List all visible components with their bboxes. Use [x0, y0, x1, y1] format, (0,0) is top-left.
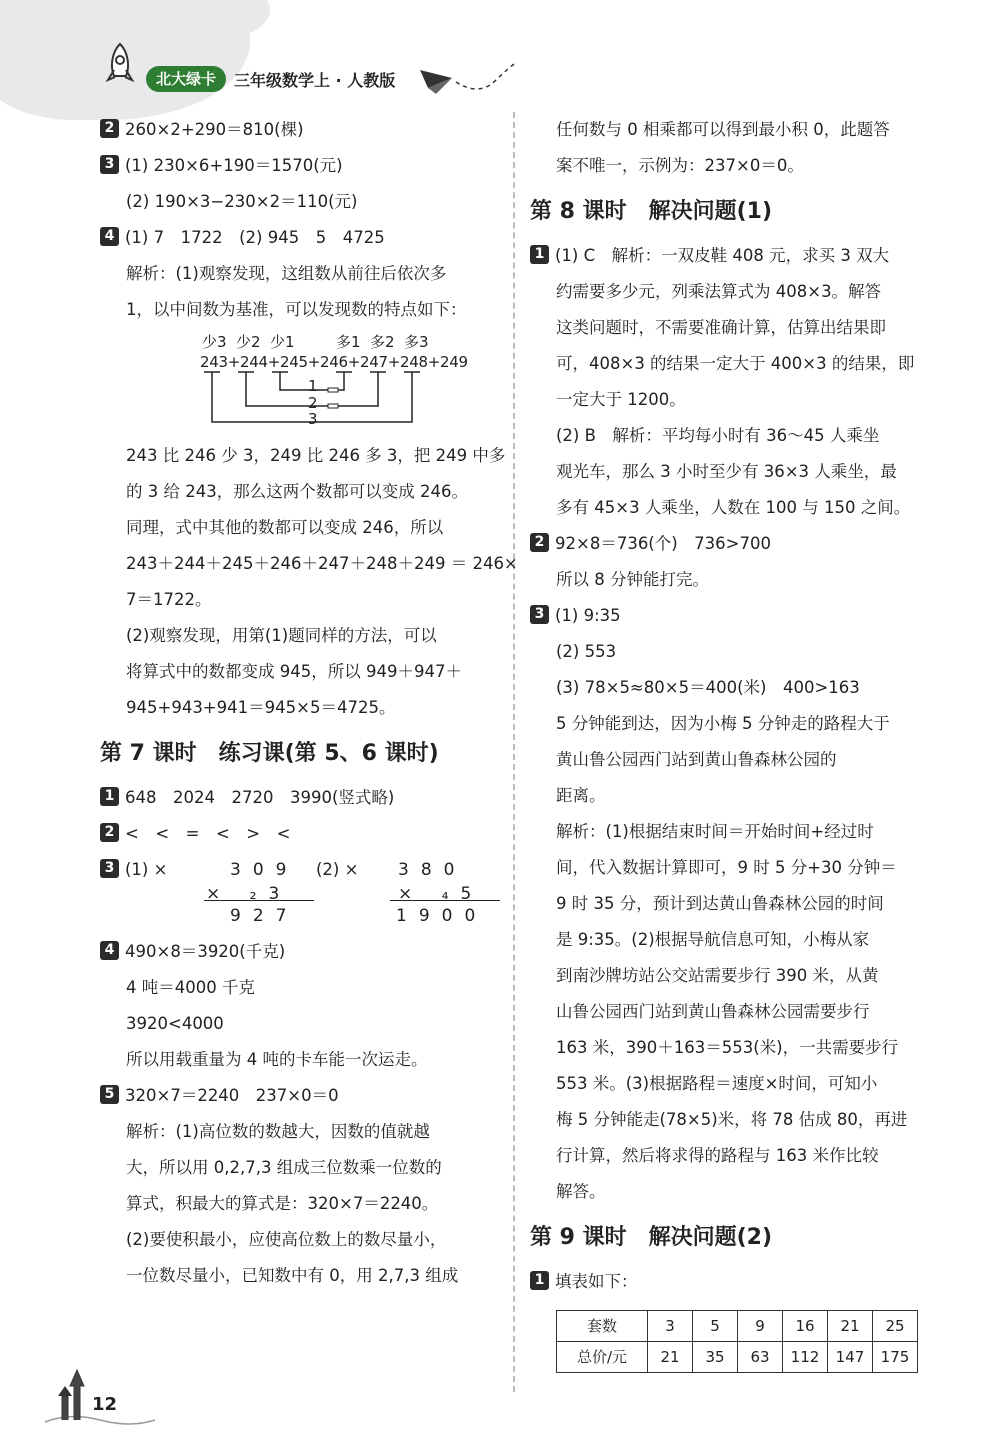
analysis-text: 5 分钟能到达，因为小梅 5 分钟走的路程大于 — [556, 714, 890, 733]
answer-text: (1) C 解析：一双皮鞋 408 元，求买 3 双大 — [555, 246, 890, 265]
l7-answer-2 — [100, 816, 500, 852]
table-header-cell: 总价/元 — [557, 1342, 648, 1373]
diagram-number: 2 — [308, 394, 318, 412]
answer-text: 260×2+290＝810(棵) — [125, 120, 304, 139]
l9-answer-1 — [530, 1264, 930, 1300]
analysis-text: 约需要多少元，列乘法算式为 408×3。解答 — [556, 282, 882, 301]
question-number: 3 — [100, 155, 119, 174]
diagram-label: 少2 — [236, 333, 261, 351]
answer-text: (1) 7 1722 (2) 945 5 4725 — [125, 228, 385, 247]
l8-answer-2 — [530, 526, 930, 562]
lesson-7-heading: 第 7 课时 练习课(第 5、6 课时) — [100, 741, 439, 766]
analysis-text: 到南沙牌坊站公交站需要步行 390 米，从黄 — [556, 966, 879, 985]
analysis-text: 算式，积最大的算式是：320×7＝2240。 — [126, 1194, 439, 1213]
l7-answer-4 — [100, 934, 500, 970]
right-column — [530, 112, 930, 1373]
diagram-brackets — [200, 328, 460, 438]
table-cell: 3 — [648, 1311, 693, 1342]
analysis-text: (2) B 解析：平均每小时有 36～45 人乘坐 — [556, 426, 880, 445]
table-cell: 16 — [783, 1311, 828, 1342]
analysis-text: 1，以中间数为基准，可以发现数的特点如下： — [126, 300, 467, 319]
vertical-multiplication-2 — [390, 852, 510, 932]
analysis-text: 多有 45×3 人乘坐，人数在 100 与 150 之间。 — [556, 498, 911, 517]
diagram-number: 3 — [308, 410, 318, 428]
l8-answer-1 — [530, 238, 930, 274]
answer-text: (1) 230×6+190＝1570(元) — [125, 156, 343, 175]
analysis-text: 945+943+941＝945×5＝4725。 — [126, 698, 396, 717]
analysis-text: 任何数与 0 相乘都可以得到最小积 0，此题答 — [556, 120, 890, 139]
analysis-text: 大，所以用 0,2,7,3 组成三位数乘一位数的 — [126, 1158, 442, 1177]
analysis-text: 案不唯一，示例为：237×0＝0。 — [556, 156, 804, 175]
question-number: 2 — [530, 533, 549, 552]
analysis-text: 243 比 246 少 3，249 比 246 多 3，把 249 中多 — [126, 446, 506, 465]
question-number: 3 — [530, 605, 549, 624]
analysis-text: 553 米。(3)根据路程＝速度×时间，可知小 — [556, 1074, 878, 1093]
l7-answer-1 — [100, 780, 500, 816]
lesson-8-heading: 第 8 课时 解决问题(1) — [530, 199, 773, 224]
answer-text: 4 吨＝4000 千克 — [126, 978, 255, 997]
analysis-text: (2)观察发现，用第(1)题同样的方法，可以 — [126, 626, 437, 645]
question-number: 1 — [100, 787, 119, 806]
table-cell: 21 — [828, 1311, 873, 1342]
analysis-text: 243＋244＋245＋246＋247＋248＋249 ＝ 246× — [126, 554, 518, 573]
diagram-label: 多1 — [336, 333, 361, 351]
product: 927 — [230, 906, 299, 926]
rocket-icon — [100, 40, 140, 90]
analysis-text: 解析：(1)高位数的数越大，因数的值就越 — [126, 1122, 430, 1141]
product: 1900 — [396, 906, 488, 926]
answer-4 — [100, 220, 500, 256]
analysis-paragraph-2 — [100, 618, 500, 726]
analysis-text: 一定大于 1200。 — [556, 390, 686, 409]
answer-text: 490×8＝3920(千克) — [125, 942, 286, 961]
analysis-text: 梅 5 分钟能走(78×5)米，将 78 估成 80，再进 — [556, 1110, 908, 1129]
answer-text: 320×7＝2240 237×0＝0 — [125, 1086, 339, 1105]
diagram-label: 多3 — [404, 333, 429, 351]
l7-answer-3 — [100, 852, 500, 934]
answer-text: (2) 190×3−230×2＝110(元) — [126, 192, 358, 211]
vertical-multiplication-1 — [204, 852, 324, 932]
lesson-9-heading: 第 9 课时 解决问题(2) — [530, 1225, 773, 1250]
answer-text: (1) × — [125, 860, 168, 879]
table-cell: 25 — [873, 1311, 918, 1342]
brand-badge: 北大绿卡 — [146, 66, 226, 92]
table-cell: 35 — [693, 1342, 738, 1373]
multiplier: × ₄5 — [398, 884, 484, 904]
diagram-label: 多2 — [370, 333, 395, 351]
analysis-text: 的 3 给 243，那么这两个数都可以变成 246。 — [126, 482, 468, 501]
analysis-text: 是 9:35。(2)根据导航信息可知，小梅从家 — [556, 930, 870, 949]
table-header-cell: 套数 — [557, 1311, 648, 1342]
table-cell: 21 — [648, 1342, 693, 1373]
answer-text: (3) 78×5≈80×5＝400(米) 400>163 — [556, 678, 860, 697]
question-number: 3 — [100, 859, 119, 878]
question-number: 2 — [100, 823, 119, 842]
number-diagram — [200, 328, 468, 438]
analysis-text: 黄山鲁公园西门站到黄山鲁森林公园的 — [556, 750, 837, 769]
analysis-text: 观光车，那么 3 小时至少有 36×3 人乘坐，最 — [556, 462, 897, 481]
question-number: 5 — [100, 1085, 119, 1104]
analysis-text: 一位数尽量小，已知数中有 0，用 2,7,3 组成 — [126, 1266, 459, 1285]
answer-3 — [100, 148, 500, 184]
page-header — [0, 0, 1000, 110]
analysis-text: 解析：(1)观察发现，这组数从前往后依次多 — [126, 264, 447, 283]
analysis-text: 山鲁公园西门站到黄山鲁森林公园需要步行 — [556, 1002, 870, 1021]
answer-text: 648 2024 2720 3990(竖式略) — [125, 788, 395, 807]
analysis-text: 同理，式中其他的数都可以变成 246，所以 — [126, 518, 444, 537]
multiplicand: 309 — [230, 860, 299, 880]
table-cell: 5 — [693, 1311, 738, 1342]
answer-text: 所以 8 分钟能打完。 — [556, 570, 709, 589]
left-column — [100, 112, 518, 1294]
analysis-text: (2)要使积最小，应使高位数上的数尽量小， — [126, 1230, 447, 1249]
table-cell: 9 — [738, 1311, 783, 1342]
multiplicand: 380 — [398, 860, 467, 880]
answer-text: 3920<4000 — [126, 1014, 224, 1033]
column-divider — [513, 112, 515, 1392]
table-row — [557, 1342, 918, 1373]
analysis-text: 距离。 — [556, 786, 606, 805]
diagram-label: 少1 — [270, 333, 295, 351]
answer-text: 所以用载重量为 4 吨的卡车能一次运走。 — [126, 1050, 428, 1069]
analysis-text: 9 时 35 分，预计到达黄山鲁森林公园的时间 — [556, 894, 884, 913]
table-cell: 112 — [783, 1342, 828, 1373]
answer-text: < < = < > < — [125, 824, 291, 843]
l7-answer-5 — [100, 1078, 500, 1114]
analysis-paragraph-1 — [100, 438, 518, 618]
question-number: 1 — [530, 245, 549, 264]
analysis-text: 7＝1722。 — [126, 590, 212, 609]
analysis-text: 可，408×3 的结果一定大于 400×3 的结果，即 — [556, 354, 915, 373]
question-number: 4 — [100, 941, 119, 960]
page-number: 12 — [92, 1394, 118, 1415]
answer-2 — [100, 112, 500, 148]
table-cell: 147 — [828, 1342, 873, 1373]
question-number: 1 — [530, 1271, 549, 1290]
analysis-text: 163 米，390＋163＝553(米)，一共需要步行 — [556, 1038, 899, 1057]
answer-text: (2) × — [316, 860, 359, 879]
analysis-text: 间，代入数据计算即可，9 时 5 分+30 分钟＝ — [556, 858, 897, 877]
paper-plane-icon — [418, 62, 528, 102]
analysis-text: 行计算，然后将求得的路程与 163 米作比较 — [556, 1146, 879, 1165]
analysis-text: 将算式中的数都变成 945，所以 949＋947＋ — [126, 662, 462, 681]
analysis-text: 这类问题时，不需要准确计算，估算出结果即 — [556, 318, 886, 337]
analysis-text: 解析：(1)根据结束时间＝开始时间+经过时 — [556, 822, 874, 841]
analysis-text: 解答。 — [556, 1182, 606, 1201]
diagram-expression: 243+244+245+246+247+248+249 — [200, 353, 468, 371]
answer-text: (2) 553 — [556, 642, 617, 661]
answer-text: 填表如下： — [555, 1272, 638, 1291]
question-number: 4 — [100, 227, 119, 246]
multiplier: × ₂3 — [206, 884, 292, 904]
book-subtitle: 三年级数学上 · 人教版 — [234, 71, 396, 90]
answer-text: (1) 9:35 — [555, 606, 621, 625]
l8-answer-3 — [530, 598, 930, 634]
table-cell: 63 — [738, 1342, 783, 1373]
diagram-number: 1 — [308, 377, 318, 395]
question-number: 2 — [100, 119, 119, 138]
diagram-label: 少3 — [202, 333, 227, 351]
table-row — [557, 1311, 918, 1342]
table-cell: 175 — [873, 1342, 918, 1373]
price-table — [556, 1310, 918, 1373]
answer-text: 92×8＝736(个) 736>700 — [555, 534, 771, 553]
